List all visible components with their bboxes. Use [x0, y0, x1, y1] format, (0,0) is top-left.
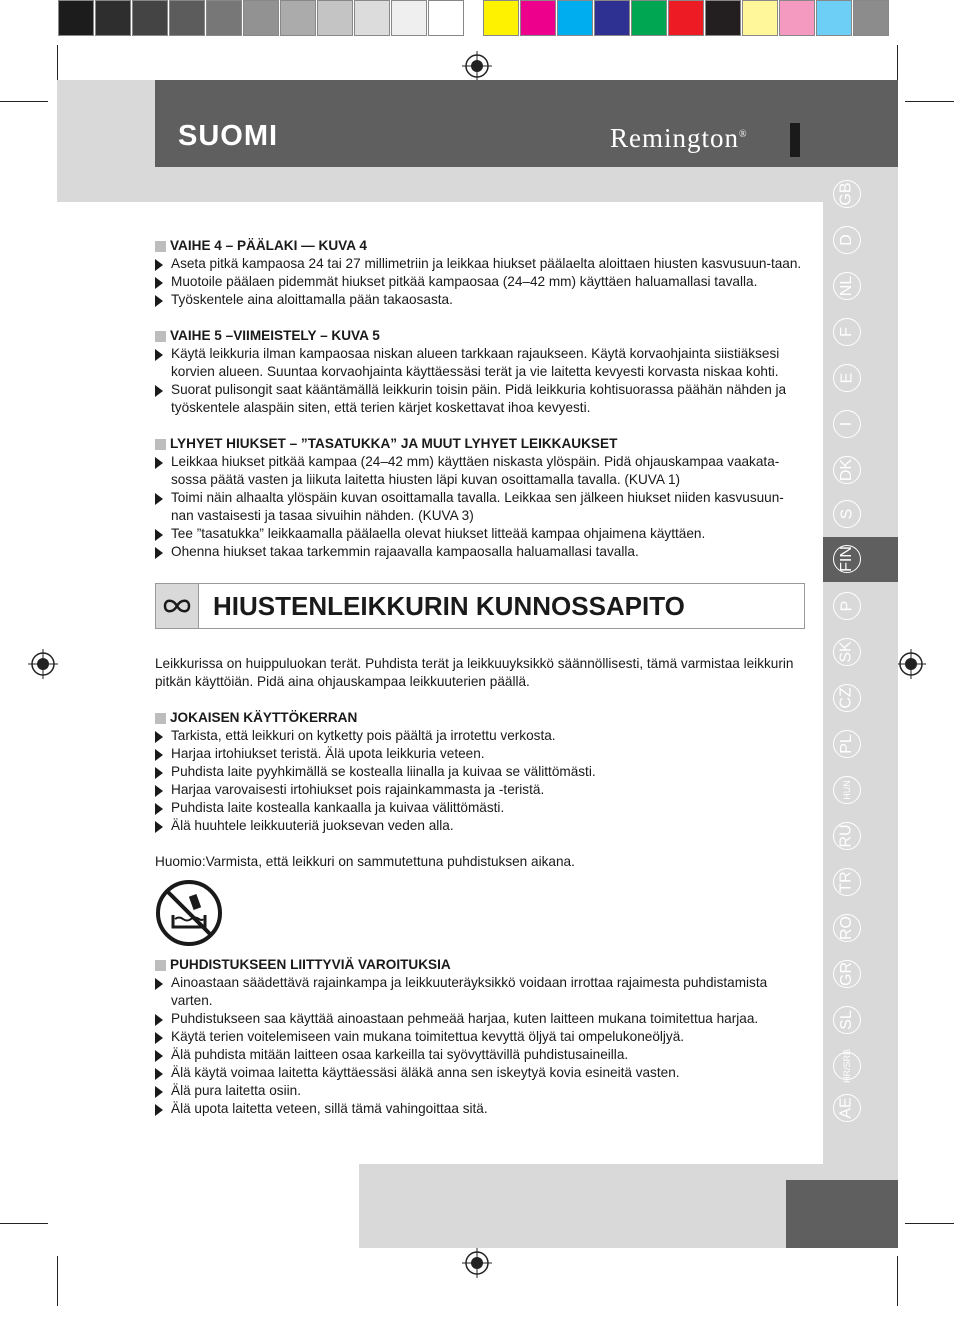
lang-tab-ru[interactable]: RU: [833, 822, 861, 850]
arrow-bullet-icon: [155, 767, 163, 779]
lang-tab-ae[interactable]: AE: [833, 1094, 861, 1122]
section-heading: PUHDISTUKSEEN LIITTYVIÄ VAROITUKSIA: [155, 956, 805, 974]
list-item: Harjaa irtohiukset teristä. Älä upota leikkuria veteen.: [155, 745, 805, 763]
brand-logo: [610, 123, 748, 154]
arrow-bullet-icon: [155, 821, 163, 833]
list-item: Ohenna hiukset takaa tarkemmin rajaavalla kampaosalla haluamallasi tavalla.: [155, 543, 805, 561]
list-item: Suorat pulisongit saat kääntämällä leikkurin toisin päin. Pidä leikkuria kohtisuorassa päähän nähden ja työskentele alaspäin siten, että terien kärjet koskettavat ihoa kevyesti.: [155, 381, 805, 417]
arrow-bullet-icon: [155, 785, 163, 797]
lang-tab-tr[interactable]: TR: [833, 868, 861, 896]
list-item: Älä käytä voimaa laitetta käyttäessäsi äläkä anna sen iskeytyä kovia esineitä vasten.: [155, 1064, 805, 1082]
list-item: Älä pura laitetta osiin.: [155, 1082, 805, 1100]
section-heading: VAIHE 4 – PÄÄLAKI — KUVA 4: [155, 237, 805, 255]
arrow-bullet-icon: [155, 1104, 163, 1116]
bullet-square-icon: [155, 960, 166, 971]
main-section-heading: [155, 583, 805, 629]
crop-mark: [0, 1223, 48, 1224]
list-item: Tee ”tasatukka” leikkaamalla päälaella olevat hiukset litteää kampaa ohjaimena käyttäen.: [155, 525, 805, 543]
arrow-bullet-icon: [155, 1050, 163, 1062]
cmyk-color-bar: [483, 0, 890, 37]
lang-tab-i[interactable]: I: [833, 410, 861, 438]
lang-tab-sk[interactable]: SK: [833, 638, 861, 666]
lang-tab-hun[interactable]: HUN: [833, 776, 861, 804]
main-content: [155, 237, 805, 1118]
grayscale-color-bar: [58, 0, 465, 37]
arrow-bullet-icon: [155, 493, 163, 505]
lang-tab-f[interactable]: F: [833, 318, 861, 346]
registration-mark-icon: [28, 649, 58, 679]
page-number-box: [786, 1180, 898, 1248]
section-heading: VAIHE 5 –VIIMEISTELY – KUVA 5: [155, 327, 805, 345]
list-item: Puhdistukseen saa käyttää ainoastaan pehmeää harjaa, kuten laitteen mukana toimitettua harjaa.: [155, 1010, 805, 1028]
crop-mark: [905, 101, 954, 102]
lang-tab-dk[interactable]: DK: [833, 456, 861, 484]
list-item: Puhdista laite kostealla kankaalla ja kuivaa välittömästi.: [155, 799, 805, 817]
arrow-bullet-icon: [155, 1086, 163, 1098]
list-item: Tarkista, että leikkuri on kytketty pois päältä ja irrotettu verkosta.: [155, 727, 805, 745]
main-heading-text: HIUSTENLEIKKURIN KUNNOSSAPITO: [213, 591, 685, 621]
lang-tab-cz[interactable]: CZ: [833, 684, 861, 712]
arrow-bullet-icon: [155, 1032, 163, 1044]
section-heading: JOKAISEN KÄYTTÖKERRAN: [155, 709, 805, 727]
lang-tab-hr-srb[interactable]: HR/SRB: [833, 1052, 861, 1080]
infinity-icon: [156, 584, 199, 628]
crop-mark: [0, 101, 48, 102]
arrow-bullet-icon: [155, 1068, 163, 1080]
crop-mark: [57, 1256, 58, 1306]
lang-tab-ro[interactable]: RO: [833, 914, 861, 942]
bullet-square-icon: [155, 439, 166, 450]
brand-bar: [790, 123, 800, 157]
registration-mark-icon: [462, 1248, 492, 1278]
list-item: Leikkaa hiukset pitkää kampaa (24–42 mm) käyttäen niskasta ylöspäin. Pidä ohjauskampaa vaakata-sossa päätä vasten ja liikuta laitetta hiusten läpi kuvan osoittamalla tavalla. (KUVA 1): [155, 453, 805, 489]
lang-tab-fin[interactable]: FIN: [833, 545, 861, 573]
list-item: Puhdista laite pyyhkimällä se kostealla liinalla ja kuivaa se välittömästi.: [155, 763, 805, 781]
registration-mark-icon: [462, 51, 492, 81]
lang-tab-p[interactable]: P: [833, 592, 861, 620]
registration-mark-icon: [896, 649, 926, 679]
lang-tab-e[interactable]: E: [833, 364, 861, 392]
lang-tab-nl[interactable]: NL: [833, 272, 861, 300]
lang-tab-gr[interactable]: GR: [833, 960, 861, 988]
arrow-bullet-icon: [155, 1014, 163, 1026]
note-paragraph: Huomio:Varmista, että leikkuri on sammutettuna puhdistuksen aikana.: [155, 854, 575, 869]
list-item: Aseta pitkä kampaosa 24 tai 27 millimetriin ja leikkaa hiukset päälaelta aloittaen hiusten kasvusuun-taan.: [155, 255, 805, 273]
list-item: Käytä leikkuria ilman kampaosaa niskan alueen tarkkaan rajaukseen. Käytä korvaohjainta siistiäksesi korvien alueen. Suuntaa korvaohjainta käyttäessäsi terät ja vie laitetta kevyesti korvasta niskaa kohti.: [155, 345, 805, 381]
arrow-bullet-icon: [155, 529, 163, 541]
arrow-bullet-icon: [155, 749, 163, 761]
list-item: Käytä terien voitelemiseen vain mukana toimitettua kevyttä öljyä tai ompelukoneöljyä.: [155, 1028, 805, 1046]
lang-tab-d[interactable]: D: [833, 226, 861, 254]
list-item: Harjaa varovaisesti irtohiukset pois rajainkammasta ja -teristä.: [155, 781, 805, 799]
arrow-bullet-icon: [155, 547, 163, 559]
bullet-square-icon: [155, 713, 166, 724]
arrow-bullet-icon: [155, 259, 163, 271]
bullet-square-icon: [155, 331, 166, 342]
list-item: Älä upota laitetta veteen, sillä tämä vahingoittaa sitä.: [155, 1100, 805, 1118]
crop-mark: [897, 1256, 898, 1306]
arrow-bullet-icon: [155, 349, 163, 361]
lang-tab-sl[interactable]: SL: [833, 1006, 861, 1034]
arrow-bullet-icon: [155, 803, 163, 815]
bullet-square-icon: [155, 241, 166, 252]
list-item: Älä puhdista mitään laitteen osaa karkeilla tai syövyttävillä puhdistusaineilla.: [155, 1046, 805, 1064]
page-title: SUOMI: [178, 120, 279, 152]
crop-mark: [905, 1223, 954, 1224]
list-item: Muotoile päälaen pidemmät hiukset pitkää kampaosaa (24–42 mm) käyttäen haluamallasi tavalla.: [155, 273, 805, 291]
lang-tab-pl[interactable]: PL: [833, 730, 861, 758]
list-item: Ainoastaan säädettävä rajainkampa ja leikkuuteräyksikkö voidaan irrottaa rajaimesta puhdistamista varten.: [155, 974, 805, 1010]
intro-paragraph: Leikkurissa on huippuluokan terät. Puhdista terät ja leikkuuyksikkö säännöllisesti, tämä varmistaa leikkurin pitkän käyttöiän. Pidä aina ohjauskampaa leikkuuterien päällä.: [155, 656, 794, 689]
lang-tab-s[interactable]: S: [833, 500, 861, 528]
list-item: Älä huuhtele leikkuuteriä juoksevan veden alla.: [155, 817, 805, 835]
brand-name: Remington: [610, 123, 739, 153]
brand-registered-mark: ®: [739, 129, 748, 140]
arrow-bullet-icon: [155, 731, 163, 743]
arrow-bullet-icon: [155, 295, 163, 307]
arrow-bullet-icon: [155, 385, 163, 397]
list-item: Työskentele aina aloittamalla pään takaosasta.: [155, 291, 805, 309]
arrow-bullet-icon: [155, 277, 163, 289]
list-item: Toimi näin alhaalta ylöspäin kuvan osoittamalla tavalla. Leikkaa sen jälkeen hiukset niiden kasvusuun-nan vastaisesti ja tasaa sivuihin nähden. (KUVA 3): [155, 489, 805, 525]
section-heading: LYHYET HIUKSET – ”TASATUKKA” JA MUUT LYHYET LEIKKAUKSET: [155, 435, 805, 453]
arrow-bullet-icon: [155, 457, 163, 469]
no-water-immersion-icon: [155, 879, 223, 947]
arrow-bullet-icon: [155, 978, 163, 990]
lang-tab-gb[interactable]: GB: [833, 180, 861, 208]
